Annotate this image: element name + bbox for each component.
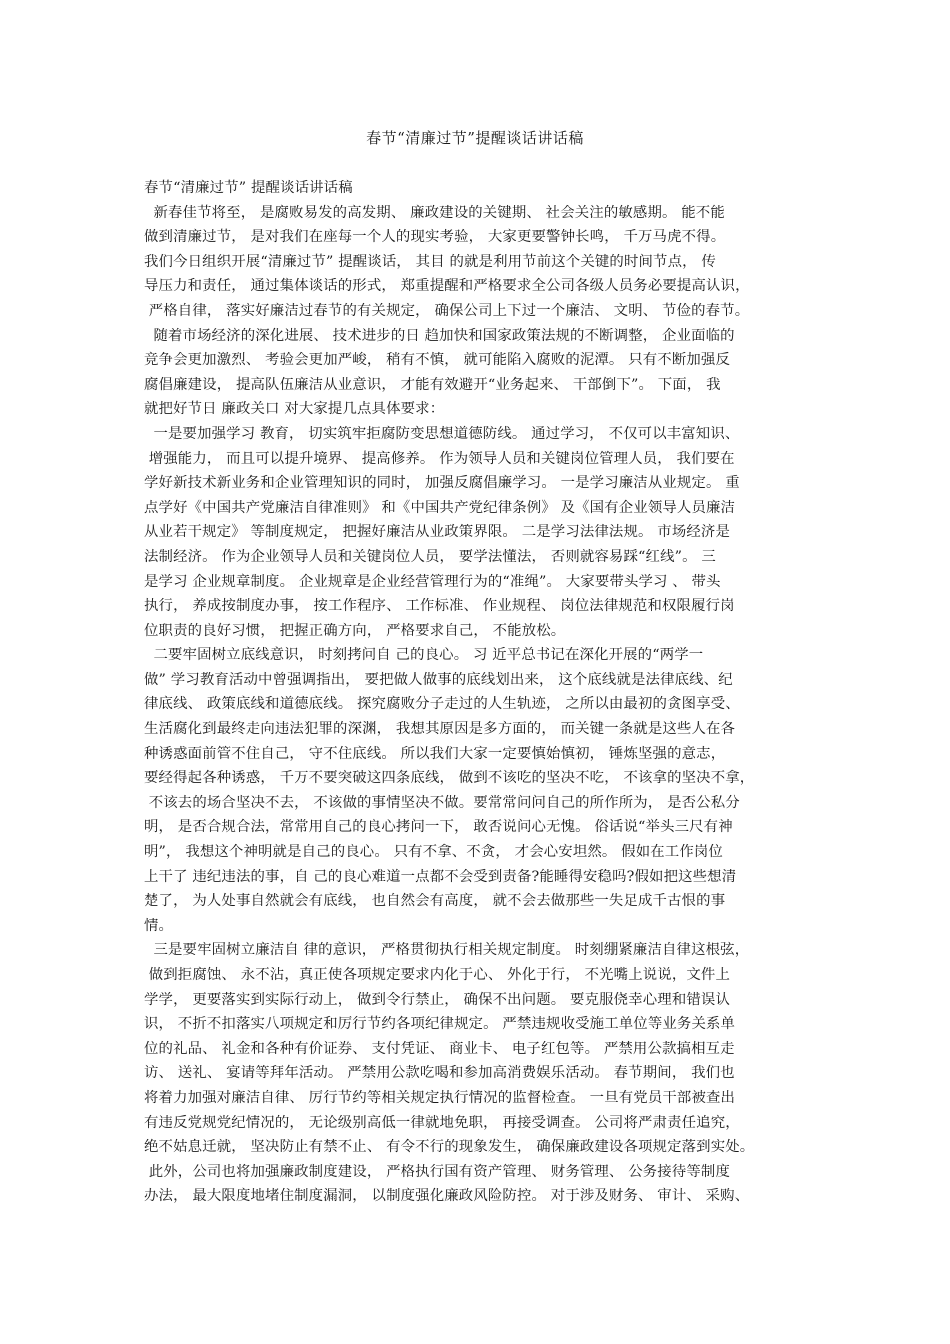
body-line: 竞争会更加激烈、 考验会更加严峻， 稍有不慎， 就可能陷入腐败的泥潭。 只有不断加强反	[144, 352, 730, 369]
body-line: 春节“清廉过节” 提醒谈话讲话稿	[144, 180, 353, 196]
body-line: 增强能力， 而且可以提升境界、 提高修养。 作为领导人员和关键岗位管理人员， 我们要在	[144, 450, 735, 467]
body-line: 访、 送礼、 宴请等拜年活动。 严禁用公款吃喝和参加高消费娱乐活动。 春节期间， 我们也	[144, 1065, 735, 1082]
body-line: 法制经济。 作为企业领导人员和关键岗位人员， 要学法懂法， 否则就容易踩“红线”。 三	[144, 548, 716, 565]
body-line: 不该去的场合坚决不去， 不该做的事情坚决不做。要常常问问自己的所作所为， 是否公私分	[144, 794, 740, 811]
body-line: 做到拒腐蚀、 永不沾，真正使各项规定要求内化于心、 外化于行， 不光嘴上说说，文件上	[144, 967, 730, 983]
body-line: 要经得起各种诱惑， 千万不要突破这四条底线， 做到不该吃的坚决不吃， 不该拿的坚决不拿，	[144, 770, 755, 787]
body-line: 腐倡廉建设， 提高队伍廉洁从业意识， 才能有效避开“业务起来、 干部倒下”。 下面， 我	[144, 376, 721, 393]
body-line: 将着力加强对廉洁自律、 厉行节约等相关规定执行情况的监督检查。 一旦有党员干部被查出	[144, 1089, 736, 1106]
document-title: 春节“清廉过节”提醒谈话讲话稿	[366, 129, 584, 147]
document-body	[144, 176, 816, 1209]
body-line: 学好新技术新业务和企业管理知识的同时， 加强反腐倡廉学习。 一是学习廉洁从业规定。 重	[144, 475, 740, 492]
body-line: 情。	[144, 917, 174, 934]
body-line: 位的礼品、 礼金和各种有价证券、 支付凭证、 商业卡、 电子红包等。 严禁用公款搞相互走	[144, 1040, 735, 1057]
body-line: 二要牢固树立底线意识， 时刻拷问自 己的良心。 习 近平总书记在深化开展的“两学一	[144, 647, 704, 664]
body-line: 就把好节日 廉政关口 对大家提几点具体要求：	[144, 401, 445, 418]
body-line: 执行， 养成按制度办事， 按工作程序、 工作标准、 作业规程、 岗位法律规范和权限履行岗	[144, 598, 735, 615]
body-line: 是学习 企业规章制度。 企业规章是企业经营管理行为的“准绳”。 大家要带头学习 、 带头	[144, 573, 721, 590]
body-line: 新春佳节将至， 是腐败易发的高发期、 廉政建设的关键期、 社会关注的敏感期。 能不能	[144, 204, 725, 221]
body-line: 明， 是否合规合法，常常用自己的良心拷问一下， 敢否说问心无愧。 俗话说“举头三尺有神	[144, 819, 733, 836]
body-line: 导压力和责任， 通过集体谈话的形式， 郑重提醒和严格要求全公司各级人员务必要提高认识，	[144, 278, 750, 295]
body-line: 严格自律， 落实好廉洁过春节的有关规定， 确保公司上下过一个廉洁、 文明、 节俭的春节。	[144, 302, 750, 319]
body-line: 律底线、 政策底线和道德底线。 探究腐败分子走过的人生轨迹， 之所以由最初的贪图享受、	[144, 696, 740, 713]
body-line: 位职责的良好习惯， 把握正确方向， 严格要求自己， 不能放松。	[144, 622, 566, 639]
body-line: 生活腐化到最终走向违法犯罪的深渊， 我想其原因是多方面的， 而关键一条就是这些人在各	[144, 721, 736, 738]
body-line: 一是要加强学习 教育， 切实筑牢拒腐防变思想道德防线。 通过学习， 不仅可以丰富知识、	[144, 425, 740, 442]
body-line: 绝不姑息迁就， 坚决防止有禁不止、 有令不行的现象发生， 确保廉政建设各项规定落到实处。	[144, 1139, 755, 1156]
body-line: 做到清廉过节， 是对我们在座每一个人的现实考验， 大家更要警钟长鸣， 千万马虎不得。	[144, 229, 726, 246]
body-line: 识， 不折不扣落实八项规定和厉行节约各项纪律规定。 严禁违规收受施工单位等业务关系单	[144, 1016, 736, 1033]
body-line: 楚了， 为人处事自然就会有底线， 也自然会有高度， 就不会去做那些一失足成千古恨的事	[144, 893, 726, 910]
body-line: 三是要牢固树立廉洁自 律的意识， 严格贯彻执行相关规定制度。 时刻绷紧廉洁自律这根弦，	[144, 942, 750, 959]
body-line: 点学好《中国共产党廉洁自律准则》 和《中国共产党纪律条例》 及《国有企业领导人员廉洁	[144, 499, 736, 516]
body-line: 此外，公司也将加强廉政制度建设， 严格执行国有资产管理、 财务管理、 公务接待等制度	[144, 1163, 730, 1180]
body-line: 明”， 我想这个神明就是自己的良心。 只有不拿、不贪， 才会心安坦然。 假如在工作岗位	[144, 844, 723, 861]
body-line: 种诱惑面前管不住自己， 守不住底线。 所以我们大家一定要慎始慎初， 锤炼坚强的意志，	[144, 745, 726, 762]
body-line: 学学， 更要落实到实际行动上， 做到令行禁止， 确保不出问题。 要克服侥幸心理和错误认	[144, 991, 730, 1008]
body-line: 上干了 违纪违法的事，自 己的良心难道一点都不会受到责备?能睡得安稳吗?假如把这些想清	[144, 868, 737, 885]
body-line: 从业若干规定》 等制度规定， 把握好廉洁从业政策界限。 二是学习法律法规。 市场经济是	[144, 524, 730, 541]
body-line: 我们今日组织开展“清廉过节” 提醒谈话， 其目 的就是利用节前这个关键的时间节点， 传	[144, 253, 716, 270]
body-line: 做” 学习教育活动中曾强调指出， 要把做人做事的底线划出来， 这个底线就是法律底线、纪	[144, 671, 733, 688]
body-line: 有违反党规党纪情况的， 无论级别高低一律就地免职， 再接受调查。 公司将严肃责任追究，	[144, 1114, 740, 1131]
body-line: 办法， 最大限度地堵住制度漏洞， 以制度强化廉政风险防控。 对于涉及财务、 审计、 采购、	[144, 1188, 750, 1205]
body-line: 随着市场经济的深化进展、 技术进步的日 趋加快和国家政策法规的不断调整， 企业面临的	[144, 327, 735, 344]
